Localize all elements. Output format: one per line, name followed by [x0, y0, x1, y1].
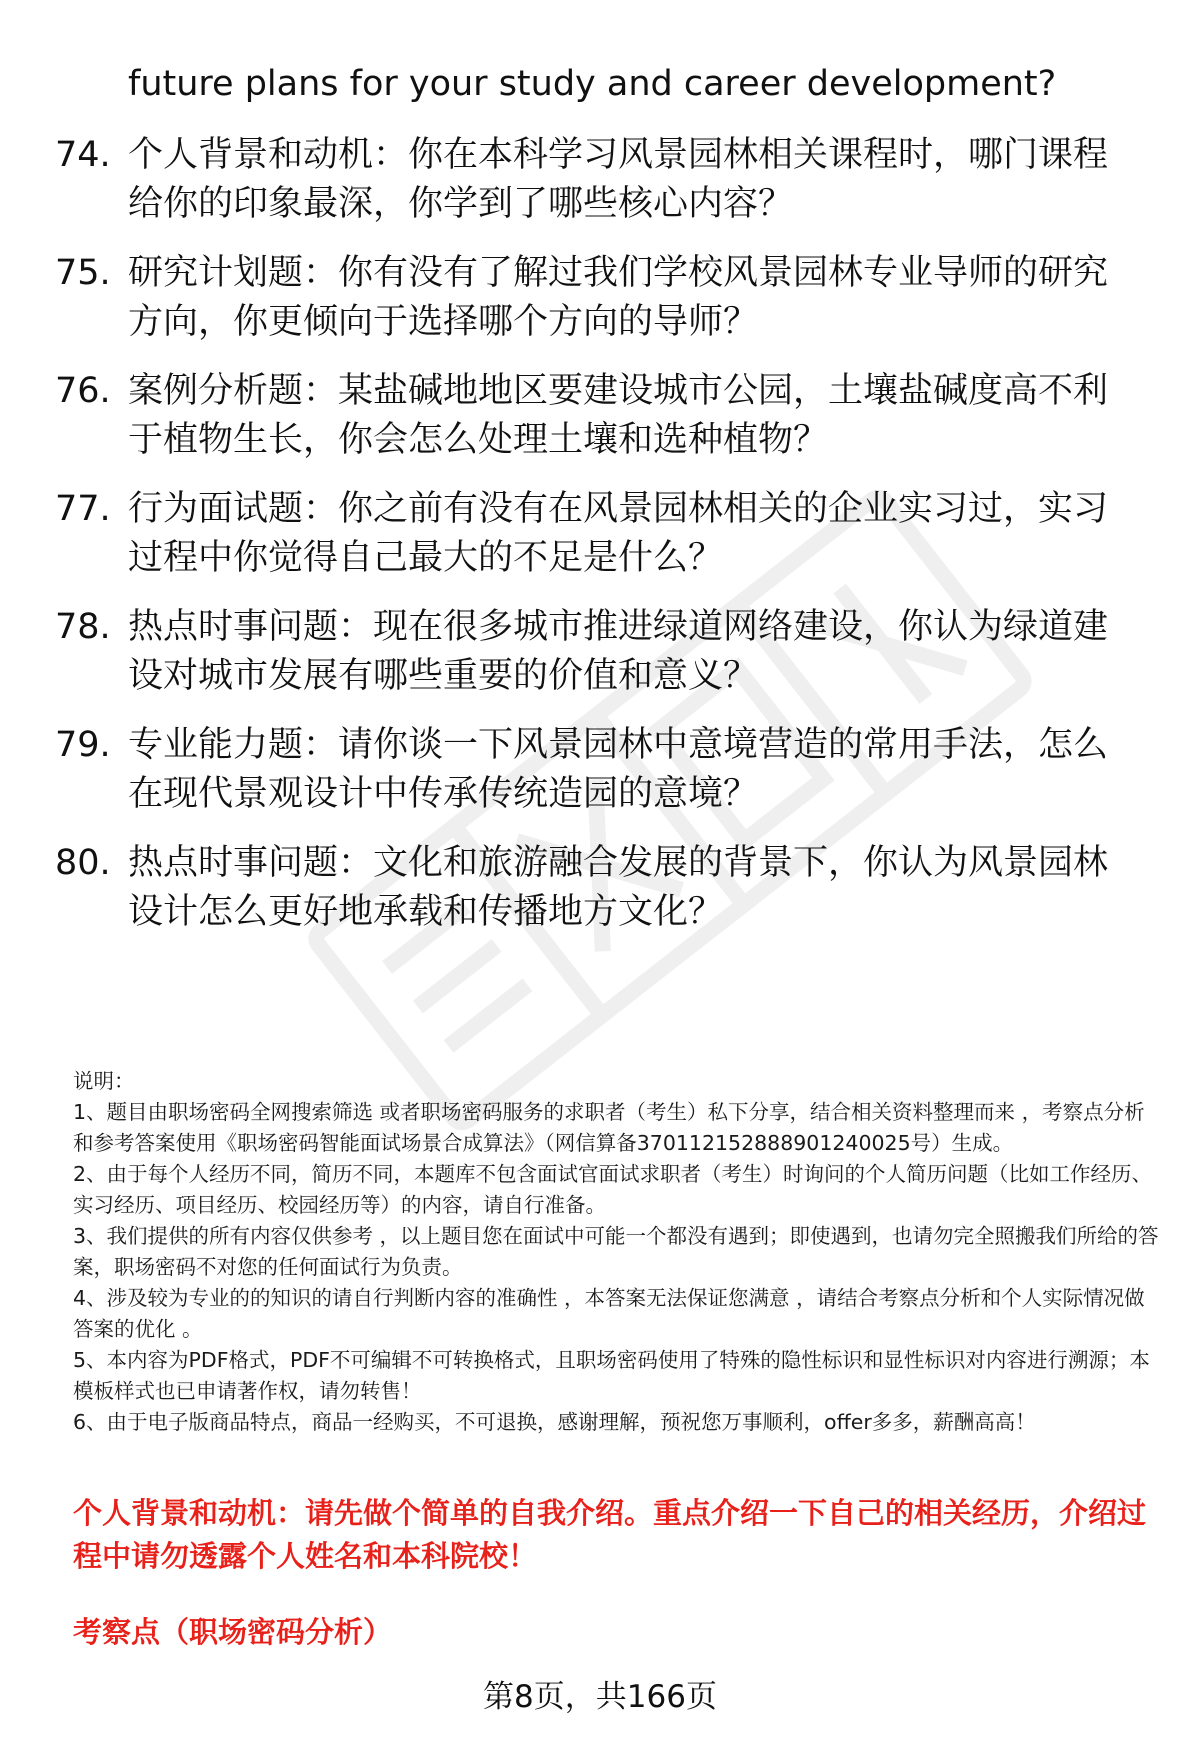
question-text: 热点时事问题：文化和旅游融合发展的背景下，你认为风景园林设计怎么更好地承载和传播地方文化？ — [128, 843, 1109, 932]
notes-section — [73, 1066, 1163, 1438]
continuation-line: future plans for your study and career development? — [128, 64, 1057, 104]
question-number: 75. — [55, 253, 111, 293]
question-number: 79. — [55, 725, 111, 765]
question-number: 80. — [55, 843, 111, 883]
question-number: 74. — [55, 135, 111, 175]
question-text: 案例分析题：某盐碱地地区要建设城市公园，土壤盐碱度高不利于植物生长，你会怎么处理土壤和选种植物？ — [128, 371, 1109, 460]
note-item: 2、由于每个人经历不同，简历不同，本题库不包含面试官面试求职者（考生）时询问的个人简历问题（比如工作经历、实习经历、项目经历、校园经历等）的内容，请自行准备。 — [73, 1162, 1153, 1217]
question-number: 77. — [55, 489, 111, 529]
question-text: 热点时事问题：现在很多城市推进绿道网络建设，你认为绿道建设对城市发展有哪些重要的价值和意义？ — [128, 607, 1109, 696]
question-text: 行为面试题：你之前有没有在风景园林相关的企业实习过，实习过程中你觉得自己最大的不足是什么？ — [128, 489, 1109, 578]
question-number: 78. — [55, 607, 111, 647]
note-item: 3、我们提供的所有内容仅供参考 ，以上题目您在面试中可能一个都没有遇到；即使遇到，也请勿完全照搬我们所给的答案，职场密码不对您的任何面试行为负责。 — [73, 1224, 1159, 1279]
page-footer: 第8页，共166页 — [483, 1679, 717, 1715]
question-text: 研究计划题：你有没有了解过我们学校风景园林专业导师的研究方向，你更倾向于选择哪个方向的导师？ — [128, 253, 1109, 342]
note-item: 6、由于电子版商品特点，商品一经购买，不可退换，感谢理解，预祝您万事顺利，offer多多，薪酬高高！ — [73, 1410, 1036, 1434]
section-heading: 考察点（职场密码分析） — [73, 1615, 393, 1649]
note-item: 1、题目由职场密码全网搜索筛选 或者职场密码服务的求职者（考生）私下分享，结合相关资料整理而来 ，考察点分析和参考答案使用《职场密码智能面试场景合成算法》（网信算备370112152888901240025号）生成。 — [73, 1100, 1145, 1155]
highlight-question: 个人背景和动机：请先做个简单的自我介绍。重点介绍一下自己的相关经历，介绍过程中请勿透露个人姓名和本科院校！ — [73, 1496, 1147, 1573]
note-item: 4、涉及较为专业的的知识的请自行判断内容的准确性 ，本答案无法保证您满意 ，请结合考察点分析和个人实际情况做答案的优化 。 — [73, 1286, 1145, 1341]
question-number: 76. — [55, 371, 111, 411]
question-text: 专业能力题：请你谈一下风景园林中意境营造的常用手法，怎么在现代景观设计中传承传统造园的意境？ — [128, 725, 1109, 814]
question-text: 个人背景和动机：你在本科学习风景园林相关课程时，哪门课程给你的印象最深，你学到了哪些核心内容？ — [128, 135, 1109, 224]
note-item: 5、本内容为PDF格式，PDF不可编辑不可转换格式，且职场密码使用了特殊的隐性标识和显性标识对内容进行溯源；本模板样式也已申请著作权，请勿转售！ — [73, 1348, 1150, 1403]
notes-title: 说明： — [73, 1069, 135, 1093]
